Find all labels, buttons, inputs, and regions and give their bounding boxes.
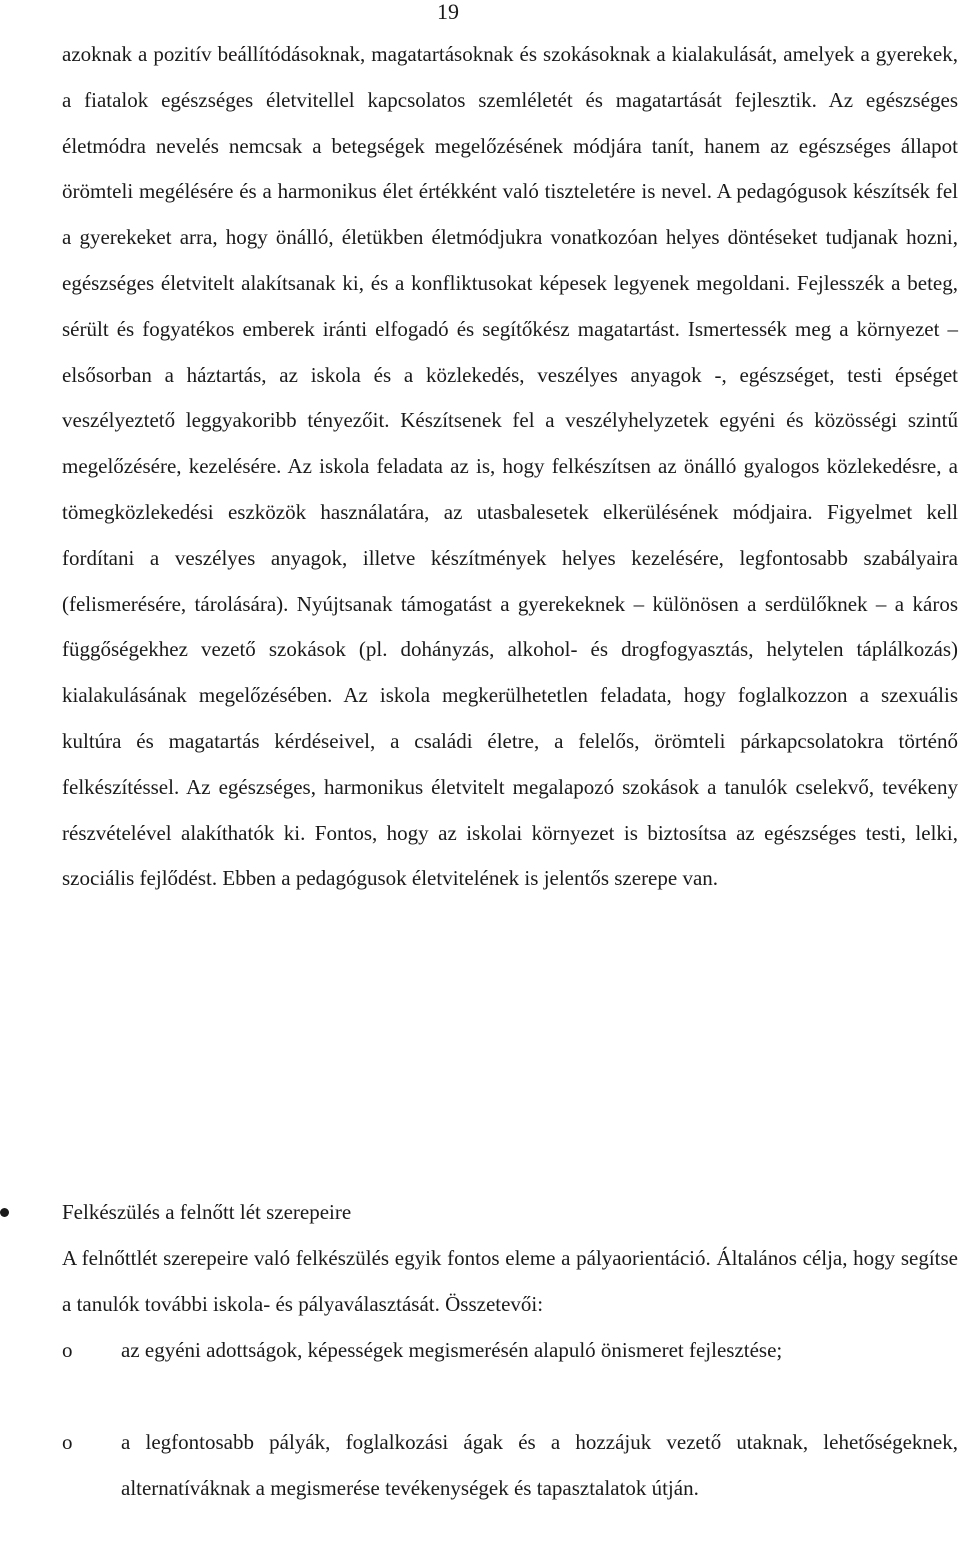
bullet-heading: Felkészülés a felnőtt lét szerepeire bbox=[62, 1200, 352, 1224]
sub-list-text: az egyéni adottságok, képességek megismerésén alapuló önismeret fejlesztése; bbox=[121, 1338, 783, 1362]
sub-list-marker-icon: o bbox=[62, 1338, 73, 1362]
bullet-dot-icon bbox=[0, 1208, 9, 1217]
page-number: 19 bbox=[437, 0, 459, 24]
main-paragraph: azoknak a pozitív beállítódásoknak, magatartásoknak és szokásoknak a kialakulását, amelyek a gyerekek, a fiatalok egészséges életvitellel kapcsolatos szemléletét és magatartását fejlesztik. Az egészséges életmódra nevelés nemcsak a betegségek megelőzésének módjára tanít, hanem az egészséges állapot örömteli megélésére és a harmonikus élet értékként való tiszteletére is nevel. A pedagógusok készítsék fel a gyerekeket arra, hogy önálló, életükben életmódjukra vonatkozóan helyes döntéseket tudjanak hozni, egészséges életvitelt alakítsanak ki, és a konfliktusokat képesek legyenek megoldani. Fejlesszék a beteg, sérült és fogyatékos emberek iránti elfogadó és segítőkész magatartást. Ismertessék meg a környezet – elsősorban a háztartás, az iskola és a közlekedés, veszélyes anyagok -, egészséget, testi épséget veszélyeztető leggyakoribb tényezőit. Készítsenek fel a veszélyhelyzetek egyéni és közösségi szintű megelőzésére, kezelésére. Az iskola feladata az is, hogy felkészítsen az önálló gyalogos közlekedésre, a tömegközlekedési eszközök használatára, az utasbalesetek elkerülésének módjaira. Figyelmet kell fordítani a veszélyes anyagok, illetve készítmények helyes kezelésére, legfontosabb szabályaira (felismerésére, tárolására). Nyújtsanak támogatást a gyerekeknek – különösen a serdülőknek – a káros függőségekhez vezető szokások (pl. dohányzás, alkohol- és drogfogyasztás, helytelen táplálkozás) kialakulásának megelőzésében. Az iskola megkerülhetetlen feladata, hogy foglalkozzon a szexuális kultúra és magatartás kérdéseivel, a családi életre, a felelős, örömteli párkapcsolatokra történő felkészítéssel. Az egészséges, harmonikus életvitelt megalapozó szokások a tanulók cselekvő, tevékeny részvételével alakíthatók ki. Fontos, hogy az iskolai környezet is biztosítsa az egészséges testi, lelki, szociális fejlődést. Ebben a pedagógusok életvitelének is jelentős szerepe van. bbox=[62, 42, 958, 891]
sub-list-marker-icon: o bbox=[62, 1430, 73, 1454]
sub-list-text: a legfontosabb pályák, foglalkozási ágak és a hozzájuk vezető utaknak, lehetőségeknek, alternatíváknak a megismerése tevékenységek és tapasztalatok útján. bbox=[121, 1430, 958, 1500]
career-orientation-paragraph: A felnőttlét szerepeire való felkészülés egyik fontos eleme a pályaorientáció. Általános célja, hogy segítse a tanulók további iskola- és pályaválasztását. Összetevői: bbox=[62, 1246, 958, 1316]
